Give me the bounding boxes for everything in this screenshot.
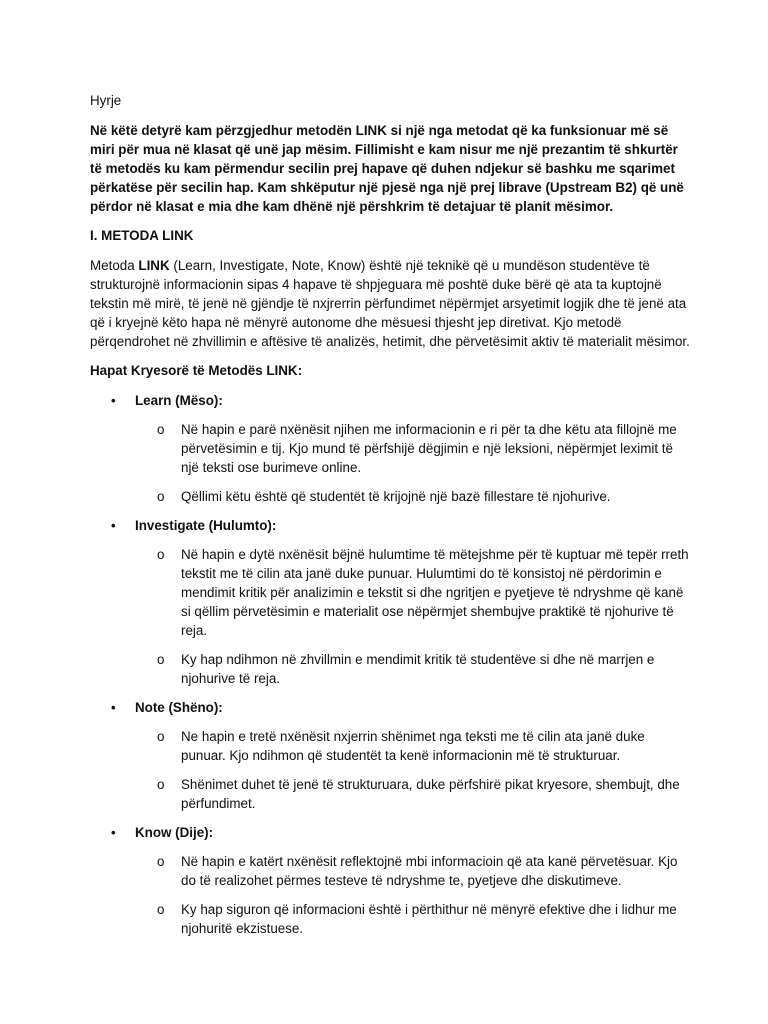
step-title: Learn (Mëso): [135,393,223,408]
list-item-text: Në hapin e parë nxënësit njihen me informacionin e ri për ta dhe këtu ata fillojnë me përvetësimin e tij. Kjo mund të përfshijë dëgjimin e një leksioni, nëpërmjet leximit të një teksti ose burimeve online. [181,422,677,475]
step-title: Know (Dije): [135,825,214,840]
intro-heading: Hyrje [90,93,122,108]
intro-paragraph: Në këtë detyrë kam përzgjedhur metodën LINK si një nga metodat që ka funksionuar më së miri për mua në klasat që unë jap mësim. Fillimisht e kam nisur me një prezantim të shkurtër të metodës ku kam përmendur secilin prej hapave që duhen ndjekur së bashku me sqarimet përkatëse për secilin hap. Kam shkëputur një pjesë nga një prej librave (Upstream B2) që unë përdor në klasat e mia dhe kam dhënë një përshkrim të detajuar të planit mësimor. [90,123,684,214]
list-item [90,900,690,938]
circle-bullet-icon: o [157,652,165,667]
bullet-icon: • [111,393,116,408]
circle-bullet-icon: o [157,854,165,869]
list-item-text: Qëllimi këtu është që studentët të krijojnë një bazë fillestare të njohurive. [181,489,611,504]
list-item [90,775,690,813]
circle-bullet-icon: o [157,489,165,504]
bullet-icon: • [111,518,116,533]
list-item-text: Ne hapin e tretë nxënësit nxjerrin shënimet nga teksti me të cilin ata janë duke punuar. Kjo ndihmon që studentët ta kenë informacionin më të strukturuar. [181,729,645,763]
step-heading [90,823,690,842]
bullet-icon: • [111,825,116,840]
list-item-text: Ky hap siguron që informacioni është i përthithur në mënyrë efektive dhe i lidhur me njohuritë ekzistuese. [181,902,677,936]
step-learn [90,391,690,506]
step-title: Note (Shëno): [135,700,223,715]
step-know [90,823,690,938]
step-title: Investigate (Hulumto): [135,518,277,533]
method-name: LINK [138,258,170,273]
method-description-start: Metoda [90,258,139,273]
list-item [90,420,690,477]
bullet-icon: • [111,700,116,715]
list-item [90,727,690,765]
steps-subheading: Hapat Kryesorë të Metodës LINK: [90,363,303,378]
list-item [90,545,690,640]
list-item-text: Ky hap ndihmon në zhvillmin e mendimit kritik të studentëve si dhe në marrjen e njohurive të reja. [181,652,655,686]
circle-bullet-icon: o [157,547,165,562]
step-heading [90,391,690,410]
method-description [90,256,690,351]
circle-bullet-icon: o [157,729,165,744]
list-item-text: Në hapin e dytë nxënësit bëjnë hulumtime të mëtejshme për të kuptuar më tepër rreth tekstit me të cilin ata janë duke punuar. Hulumtimi do të konsistoj në përdorimin e mendimit kritik për analizimin e tekstit si dhe ngritjen e pyetjeve të ndryshme që kanë si qëllim përvetësimin e materialit ose nëpërmjet shembujve praktikë të njohurive të reja. [181,547,689,638]
document-page [90,91,690,948]
list-item-text: Shënimet duhet të jenë të strukturuara, duke përfshirë pikat kryesore, shembujt, dhe përfundimet. [181,777,680,811]
circle-bullet-icon: o [157,777,165,792]
list-item-text: Në hapin e katërt nxënësit reflektojnë mbi informacioin që ata kanë përvetësuar. Kjo do të realizohet përmes testeve të ndryshme te, pyetjeve dhe diskutimeve. [181,854,678,888]
circle-bullet-icon: o [157,422,165,437]
list-item [90,487,690,506]
step-heading [90,698,690,717]
section-title: I. METODA LINK [90,228,194,243]
list-item [90,650,690,688]
list-item [90,852,690,890]
step-heading [90,516,690,535]
steps-list [90,391,690,938]
step-note [90,698,690,813]
circle-bullet-icon: o [157,902,165,917]
step-investigate [90,516,690,688]
method-description-rest: (Learn, Investigate, Note, Know) është një teknikë që u mundëson studentëve të strukturojnë informacionin sipas 4 hapave të shpjeguara më poshtë duke bërë që ata ta kuptojnë tekstin më mirë, të jenë në gjëndje të nxjrerrin përfundimet nëpërmjet arsyetimit logjik dhe të jenë ata që i kryejnë këto hapa në mënyrë autonome dhe mësuesi thjesht jep diretivat. Kjo metodë përqendrohet në zhvillimin e aftësive të analizës, hetimit, dhe përvetësimit aktiv të materialit mësimor. [90,258,690,349]
